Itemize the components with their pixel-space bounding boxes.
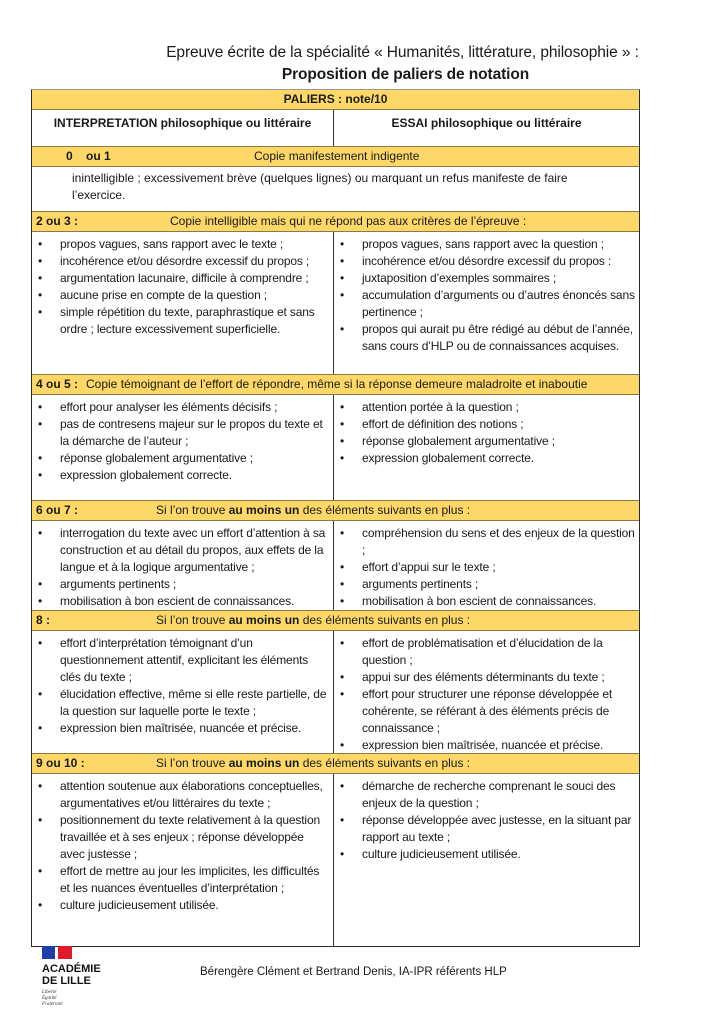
interpretation-criteria bbox=[32, 774, 333, 946]
criterion-item: • propos vagues, sans rapport avec le texte ; bbox=[36, 236, 329, 253]
level-band-6-7 bbox=[32, 501, 639, 521]
criterion-item: • propos qui aurait pu être rédigé au début de l’année, sans cours d’HLP ou de connaissances acquises. bbox=[338, 321, 635, 355]
criterion-item: • incohérence et/ou désordre excessif du propos ; bbox=[36, 253, 329, 270]
interpretation-criteria bbox=[32, 521, 333, 610]
criterion-item: • expression globalement correcte. bbox=[36, 467, 329, 484]
level-criteria-9-10 bbox=[32, 774, 639, 946]
essai-criteria bbox=[333, 521, 639, 610]
criterion-item: • effort d’interprétation témoignant d’un questionnement attentif, explicitant les éléments clés du texte ; bbox=[36, 635, 329, 686]
criterion-item: • effort de mettre au jour les implicites, les difficultés et les nuances éventuelles d’interprétation ; bbox=[36, 863, 329, 897]
document-subtitle: Proposition de paliers de notation bbox=[281, 66, 530, 83]
criterion-item: • aucune prise en compte de la question ; bbox=[36, 287, 329, 304]
level-criteria-4-5 bbox=[32, 395, 639, 501]
description-text: des éléments suivants en plus : bbox=[299, 613, 471, 627]
criterion-item: • réponse globalement argumentative ; bbox=[338, 433, 635, 450]
grading-table bbox=[31, 89, 640, 947]
criterion-item: • effort pour analyser les éléments décisifs ; bbox=[36, 399, 329, 416]
level-description: Copie intelligible mais qui ne répond pas aux critères de l’épreuve : bbox=[170, 214, 527, 228]
level-criteria-2-3 bbox=[32, 232, 639, 375]
logo-motto: Liberté Égalité Fraternité bbox=[42, 990, 63, 1007]
criterion-item: • culture judicieusement utilisée. bbox=[36, 897, 329, 914]
criterion-item: • juxtaposition d’exemples sommaires ; bbox=[338, 270, 635, 287]
marianne-flag-icon bbox=[42, 946, 72, 959]
description-text: Si l’on trouve bbox=[156, 613, 229, 627]
essai-criteria bbox=[333, 232, 639, 374]
criterion-item: • propos vagues, sans rapport avec la question ; bbox=[338, 236, 635, 253]
description-text: des éléments suivants en plus : bbox=[299, 503, 471, 517]
footer-credit: Bérengère Clément et Bertrand Denis, IA-IPR référents HLP bbox=[200, 966, 507, 978]
level-band-9-10 bbox=[32, 754, 639, 774]
essai-criteria bbox=[333, 395, 639, 500]
level-label: 6 ou 7 : bbox=[36, 503, 79, 517]
criterion-item: • compréhension du sens et des enjeux de la question ; bbox=[338, 525, 635, 559]
criterion-item: • mobilisation à bon escient de connaissances. bbox=[338, 593, 635, 610]
criterion-item: • simple répétition du texte, paraphrastique et sans ordre ; lecture excessivement superficielle. bbox=[36, 304, 329, 338]
criterion-item: • expression bien maîtrisée, nuancée et précise. bbox=[36, 720, 329, 737]
level-text-0-1: inintelligible ; excessivement brève (quelques lignes) ou marquant un refus manifeste de faire l’exercice. bbox=[32, 167, 639, 212]
description-text: Si l’on trouve bbox=[156, 503, 229, 517]
level-description: Copie manifestement indigente bbox=[254, 149, 420, 163]
criterion-item: • arguments pertinents ; bbox=[36, 576, 329, 593]
level-band-2-3 bbox=[32, 212, 639, 232]
level-label: 2 ou 3 : bbox=[36, 214, 79, 228]
essai-criteria bbox=[333, 774, 639, 946]
description-emphasis: au moins un bbox=[228, 503, 300, 517]
interpretation-criteria bbox=[32, 395, 333, 500]
description-emphasis: au moins un bbox=[228, 613, 300, 627]
criterion-item: • appui sur des éléments déterminants du texte ; bbox=[338, 669, 635, 686]
level-label: 8 : bbox=[36, 613, 51, 627]
criterion-item: • expression globalement correcte. bbox=[338, 450, 635, 467]
criterion-item: • réponse développée avec justesse, en la situant par rapport au texte ; bbox=[338, 812, 635, 846]
level-description bbox=[156, 611, 470, 630]
level-label: 9 ou 10 : bbox=[36, 756, 85, 770]
criterion-item: • attention portée à la question ; bbox=[338, 399, 635, 416]
criterion-item: • culture judicieusement utilisée. bbox=[338, 846, 635, 863]
criterion-item: • réponse globalement argumentative ; bbox=[36, 450, 329, 467]
level-label: 0 ou 1 bbox=[66, 149, 111, 163]
criterion-item: • arguments pertinents ; bbox=[338, 576, 635, 593]
level-description: Copie témoignant de l’effort de répondre, même si la réponse demeure maladroite et inaboutie bbox=[86, 377, 588, 391]
level-band-8 bbox=[32, 611, 639, 631]
level-criteria-6-7 bbox=[32, 521, 639, 611]
criterion-item: • positionnement du texte relativement à la question travaillée et à ses enjeux ; réponse développée avec justesse ; bbox=[36, 812, 329, 863]
criterion-item: • démarche de recherche comprenant le souci des enjeux de la question ; bbox=[338, 778, 635, 812]
criterion-item: • effort de problématisation et d’élucidation de la question ; bbox=[338, 635, 635, 669]
level-band-4-5 bbox=[32, 375, 639, 395]
criterion-item: • effort d’appui sur le texte ; bbox=[338, 559, 635, 576]
criterion-item: • attention soutenue aux élaborations conceptuelles, argumentatives et/ou littéraires du texte ; bbox=[36, 778, 329, 812]
interpretation-criteria bbox=[32, 631, 333, 753]
level-description bbox=[156, 754, 470, 773]
essai-criteria bbox=[333, 631, 639, 753]
level-description bbox=[156, 501, 470, 520]
academie-logo bbox=[42, 946, 101, 1008]
level-band-0-1 bbox=[32, 147, 639, 167]
criterion-item: • accumulation d’arguments ou d’autres énoncés sans pertinence ; bbox=[338, 287, 635, 321]
description-text: des éléments suivants en plus : bbox=[299, 756, 471, 770]
criterion-item: • effort pour structurer une réponse développée et cohérente, se référant à des éléments précis de connaissance ; bbox=[338, 686, 635, 737]
interpretation-criteria bbox=[32, 232, 333, 374]
criterion-item: • élucidation effective, même si elle reste partielle, de la question sur laquelle porte le texte ; bbox=[36, 686, 329, 720]
column-header-essai: ESSAI philosophique ou littéraire bbox=[333, 110, 639, 146]
criterion-item: • expression bien maîtrisée, nuancée et précise. bbox=[338, 737, 635, 754]
table-header: PALIERS : note/10 bbox=[32, 90, 639, 110]
description-emphasis: au moins un bbox=[228, 756, 300, 770]
column-header-interpretation: INTERPRETATION philosophique ou littéraire bbox=[53, 116, 312, 130]
criterion-item: • effort de définition des notions ; bbox=[338, 416, 635, 433]
level-criteria-8 bbox=[32, 631, 639, 754]
criterion-item: • mobilisation à bon escient de connaissances. bbox=[36, 593, 329, 610]
column-headers bbox=[32, 110, 639, 147]
level-label: 4 ou 5 : bbox=[36, 377, 79, 391]
document-title: Epreuve écrite de la spécialité « Humanités, littérature, philosophie » : bbox=[166, 44, 639, 61]
description-text: Si l’on trouve bbox=[156, 756, 229, 770]
criterion-item: • argumentation lacunaire, difficile à comprendre ; bbox=[36, 270, 329, 287]
criterion-item: • incohérence et/ou désordre excessif du propos : bbox=[338, 253, 635, 270]
logo-text: ACADÉMIE DE LILLE bbox=[42, 963, 101, 987]
criterion-item: • pas de contresens majeur sur le propos du texte et la démarche de l’auteur ; bbox=[36, 416, 329, 450]
criterion-item: • interrogation du texte avec un effort d’attention à sa construction et au détail du propos, aux effets de la langue et à la logique argumentative ; bbox=[36, 525, 329, 576]
